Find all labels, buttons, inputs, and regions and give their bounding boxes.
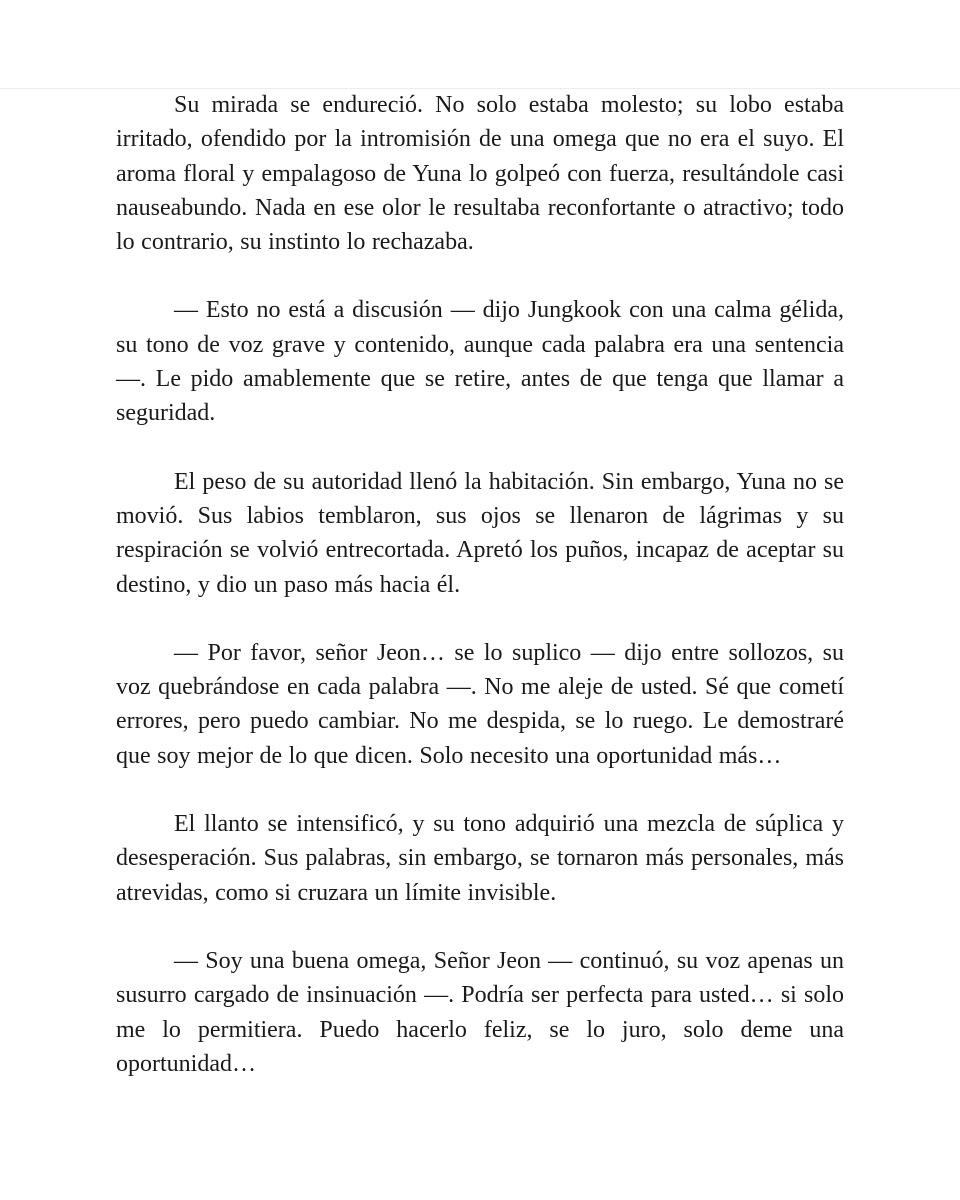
paragraph: El llanto se intensificó, y su tono adquirió una mezcla de súplica y desesperación. Sus palabras, sin embargo, se tornaron más personales, más atrevidas, como si cruzara un límite invisible. <box>116 811 844 906</box>
top-bar <box>0 0 960 89</box>
paragraph: El peso de su autoridad llenó la habitación. Sin embargo, Yuna no se movió. Sus labios temblaron, sus ojos se llenaron de lágrimas y su respiración se volvió entrecortada. Apretó los puños, incapaz de aceptar su destino, y dio un paso más hacia él. <box>116 468 844 598</box>
paragraph: — Por favor, señor Jeon… se lo suplico — dijo entre sollozos, su voz quebrándose en cada palabra —. No me aleje de usted. Sé que cometí errores, pero puedo cambiar. No me despida, se lo ruego. Le demostraré que soy mejor de lo que dicen. Solo necesito una oportunidad más… <box>116 639 844 769</box>
paragraph: — Soy una buena omega, Señor Jeon — continuó, su voz apenas un susurro cargado de insinuación —. Podría ser perfecta para usted… si solo me lo permitiera. Puedo hacerlo feliz, se lo juro, solo deme una oportunidad… <box>116 947 844 1077</box>
document-body <box>116 88 844 1115</box>
paragraph: — Esto no está a discusión — dijo Jungkook con una calma gélida, su tono de voz grave y contenido, aunque cada palabra era una sentencia —. Le pido amablemente que se retire, antes de que tenga que llamar a seguridad. <box>116 297 844 427</box>
paragraph: Su mirada se endureció. No solo estaba molesto; su lobo estaba irritado, ofendido por la intromisión de una omega que no era el suyo. El aroma floral y empalagoso de Yuna lo golpeó con fuerza, resultándole casi nauseabundo. Nada en ese olor le resultaba reconfortante o atractivo; todo lo contrario, su instinto lo rechazaba. <box>116 92 844 256</box>
